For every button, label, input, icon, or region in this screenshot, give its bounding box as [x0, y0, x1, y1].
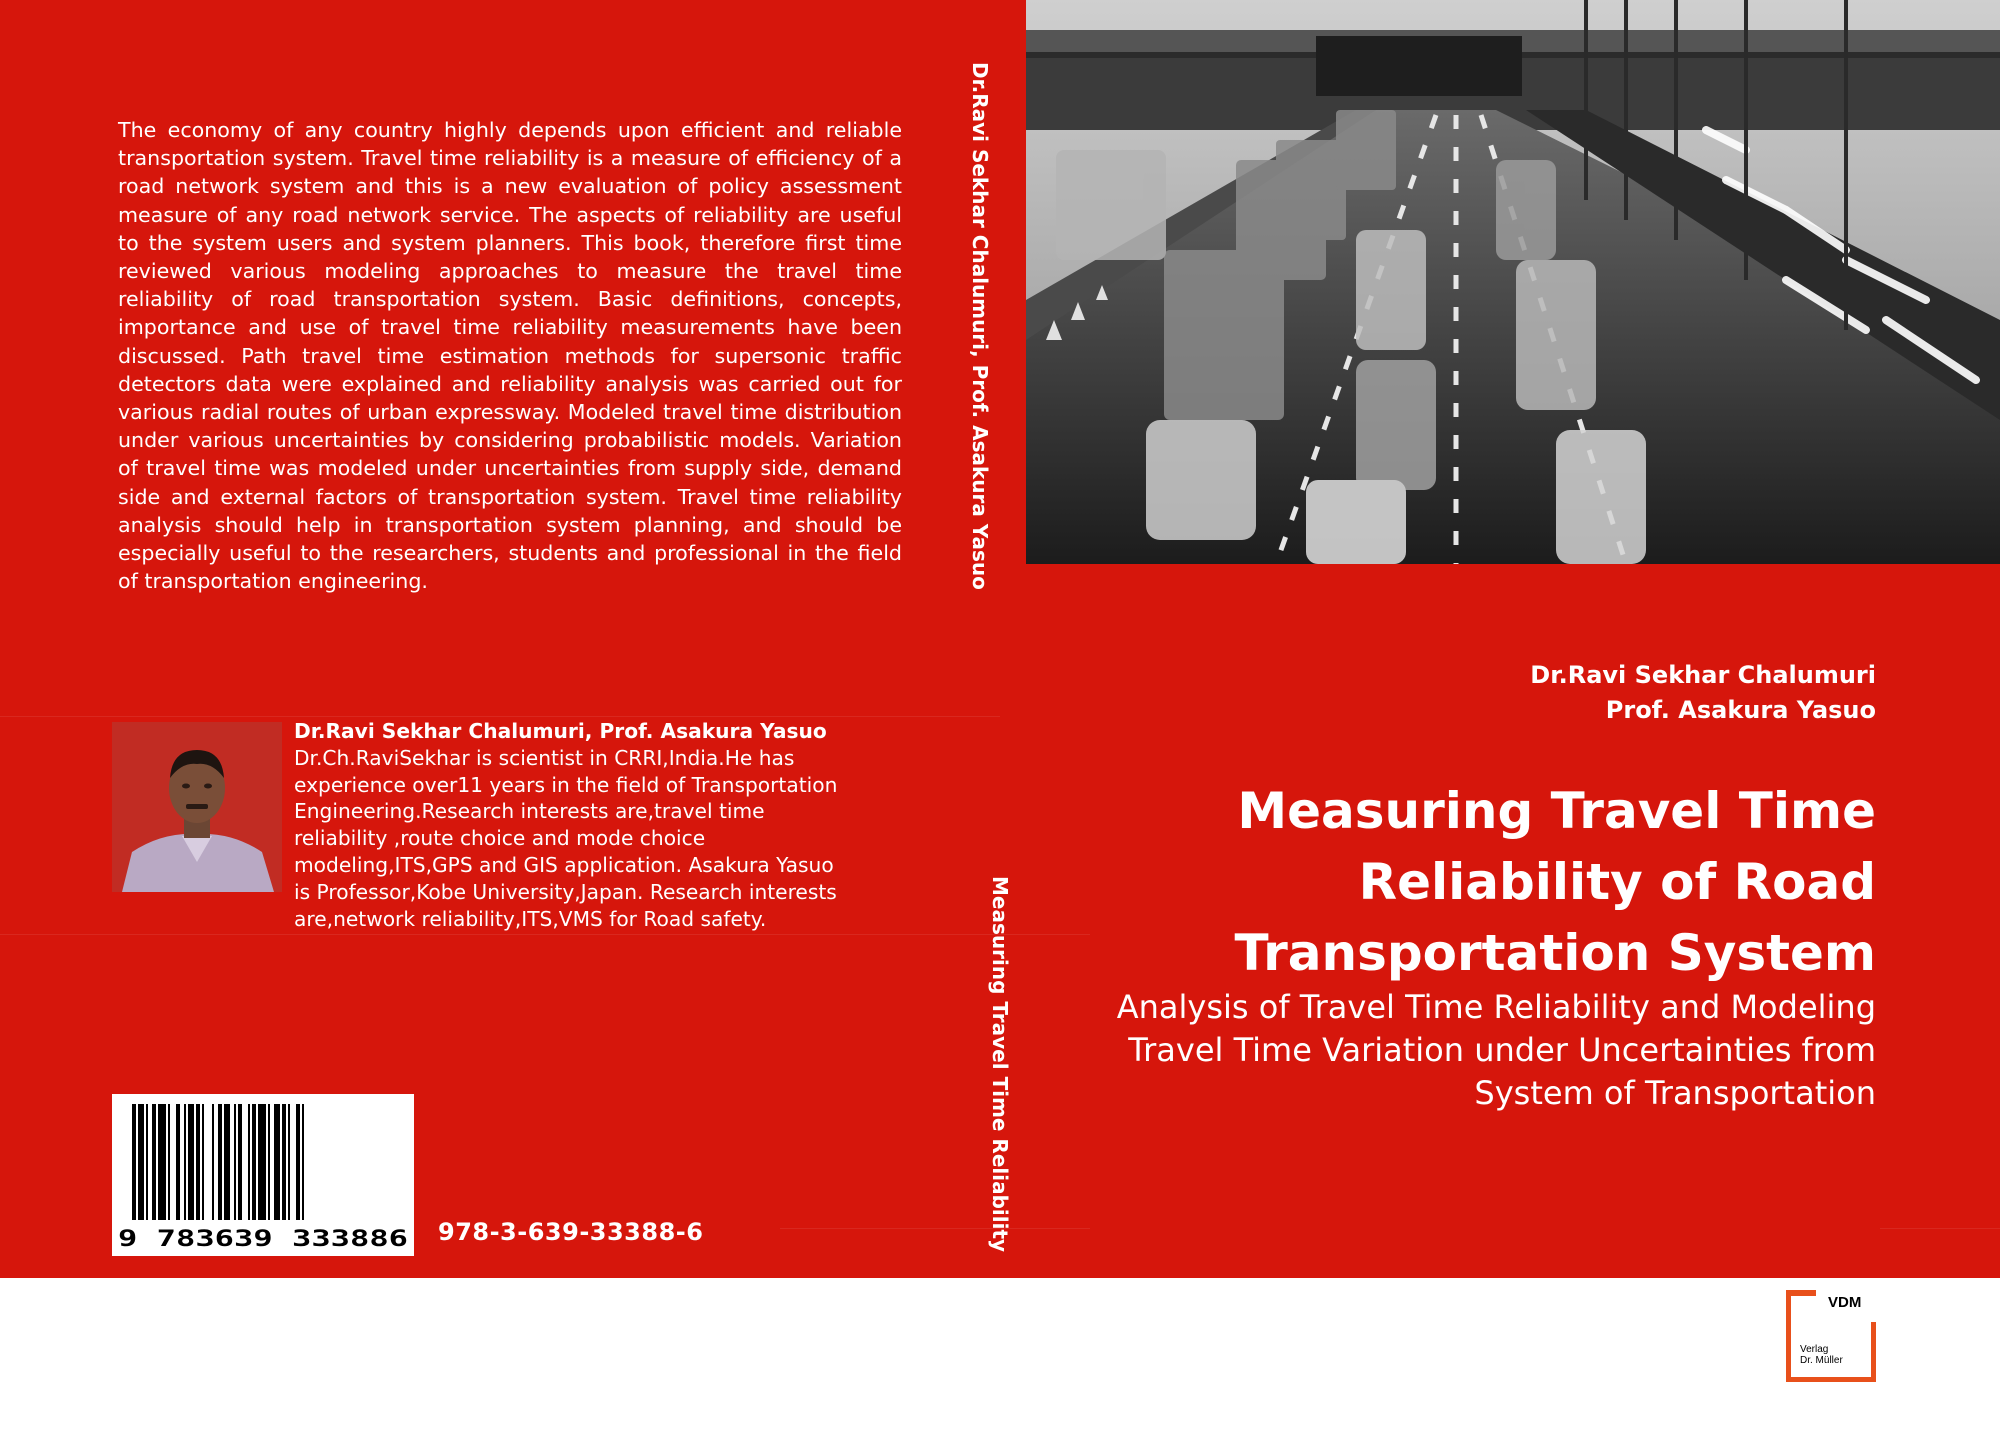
back-cover-blurb: The economy of any country highly depends upon efficient and reliable transportation system. Travel time reliability is a measure of efficiency of a road network system and this is a new evaluation of policy assessment measure of any road network service. The aspects of reliability are useful to the system users and system planners. This book, therefore first time reviewed various modeling approaches to measure the travel time reliability of road transportation system. Basic definitions, concepts, importance and use of travel time reliability measurements have been discussed. Path travel time estimation methods for supersonic traffic detectors data were explained and reliability analysis was carried out for various radial routes of urban expressway. Modeled travel time distribution under various uncertainties by considering probabilistic models. Variation of travel time was modeled under uncertainties from supply side, demand side and external factors of transportation system. Travel time reliability analysis should help in transportation system planning, and should be especially useful to the researchers, students and professional in the field of transportation engineering.	[118, 118, 902, 594]
divider	[1880, 1228, 2000, 1229]
barcode-bar	[138, 1104, 144, 1220]
divider	[780, 1228, 1090, 1229]
bottom-strip	[0, 1278, 2000, 1444]
author-name: Dr.Ravi Sekhar Chalumuri	[1530, 661, 1876, 689]
barcode-bar	[302, 1104, 304, 1220]
subtitle-line: System of Transportation	[1474, 1074, 1876, 1112]
barcode-bar	[238, 1104, 242, 1220]
title-line: Reliability of Road	[1358, 853, 1876, 911]
author-photo	[112, 722, 282, 892]
barcode-digits: 9 783639 333886	[118, 1227, 408, 1252]
bio-author-names: Dr.Ravi Sekhar Chalumuri, Prof. Asakura Yasuo	[294, 719, 827, 743]
barcode-bar	[258, 1104, 266, 1220]
divider	[0, 716, 1000, 717]
barcode-bar	[132, 1104, 136, 1220]
barcode-bar	[146, 1104, 148, 1220]
barcode	[112, 1094, 414, 1256]
barcode-bar	[196, 1104, 200, 1220]
subtitle-line: Travel Time Variation under Uncertainties from	[1128, 1031, 1876, 1069]
barcode-bar	[288, 1104, 290, 1220]
cover-photo	[1026, 0, 2000, 564]
barcode-bar	[152, 1104, 156, 1220]
divider	[0, 934, 1090, 935]
barcode-bar	[234, 1104, 236, 1220]
barcode-bar	[252, 1104, 256, 1220]
publisher-logo	[1786, 1290, 1876, 1382]
spine-title: Measuring Travel Time Reliability	[988, 876, 1012, 1253]
barcode-bar	[168, 1104, 170, 1220]
bio-text: Dr.Ch.RaviSekhar is scientist in CRRI,India.He has experience over11 years in the field of Transportation Engineering.Research interests are,travel time reliability ,route choice and mode choice modeling,ITS,GPS and GIS application. Asakura Yasuo is Professor,Kobe University,Japan. Research interests are,network reliability,ITS,VMS for Road safety.	[294, 745, 838, 931]
author-bio	[294, 718, 854, 932]
logo-text: VDM	[1828, 1294, 1862, 1311]
barcode-bar	[274, 1104, 280, 1220]
barcode-bar	[176, 1104, 180, 1220]
barcode-bar	[218, 1104, 222, 1220]
title-line: Measuring Travel Time	[1237, 782, 1876, 840]
author-name: Prof. Asakura Yasuo	[1605, 696, 1876, 724]
front-authors	[1276, 658, 1876, 728]
book-subtitle	[976, 986, 1876, 1115]
logo-subtext-line: Verlag	[1800, 1344, 1829, 1355]
barcode-bar	[188, 1104, 194, 1220]
title-line: Transportation System	[1234, 924, 1876, 982]
barcode-bar	[202, 1104, 204, 1220]
subtitle-line: Analysis of Travel Time Reliability and Modeling	[1116, 988, 1876, 1026]
barcode-bar	[224, 1104, 230, 1220]
barcode-bar	[158, 1104, 166, 1220]
barcode-bar	[268, 1104, 270, 1220]
barcode-bar	[248, 1104, 250, 1220]
logo-subtext	[1800, 1344, 1843, 1366]
barcode-bar	[184, 1104, 186, 1220]
barcode-bar	[296, 1104, 300, 1220]
isbn: 978-3-639-33388-6	[438, 1218, 704, 1246]
barcode-bar	[282, 1104, 286, 1220]
logo-subtext-line: Dr. Müller	[1800, 1355, 1843, 1366]
book-title	[976, 776, 1876, 989]
spine-authors: Dr.Ravi Sekhar Chalumuri, Prof. Asakura Yasuo	[968, 62, 992, 590]
barcode-bar	[212, 1104, 214, 1220]
